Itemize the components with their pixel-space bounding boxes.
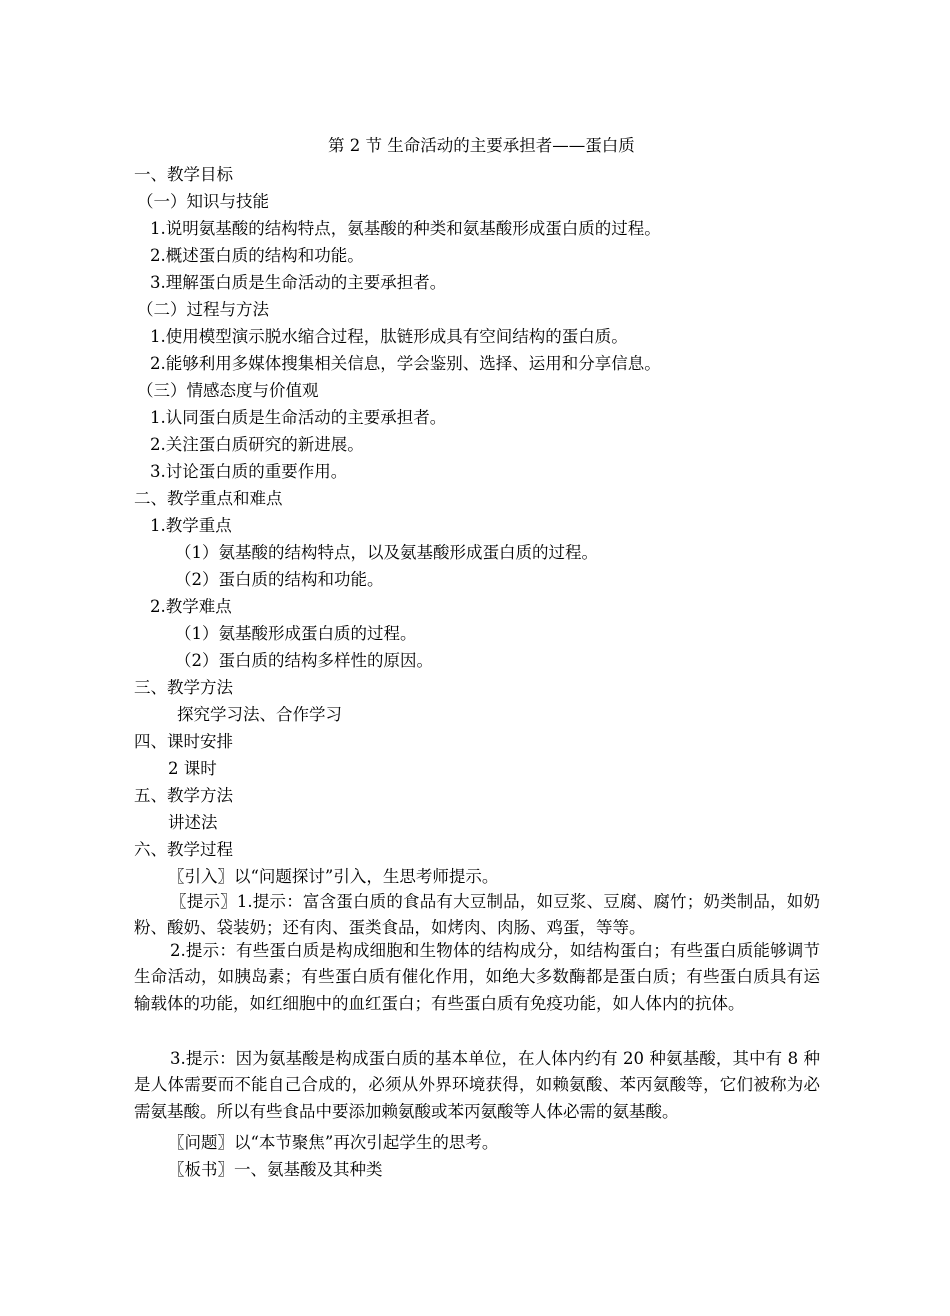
list-item: （2）蛋白质的结构多样性的原因。	[175, 651, 433, 670]
list-item: （2）蛋白质的结构和功能。	[175, 570, 384, 589]
subsection-heading-knowledge: （一）知识与技能	[137, 192, 269, 211]
list-item: 1.说明氨基酸的结构特点，氨基酸的种类和氨基酸形成蛋白质的过程。	[150, 219, 661, 238]
section-heading-method-2: 五、教学方法	[134, 786, 233, 805]
list-item: 1.认同蛋白质是生命活动的主要承担者。	[150, 408, 447, 427]
subsection-heading-key: 1.教学重点	[150, 516, 232, 535]
section-heading-method: 三、教学方法	[134, 678, 233, 697]
list-item: 2.概述蛋白质的结构和功能。	[150, 246, 364, 265]
list-item: （1）氨基酸形成蛋白质的过程。	[175, 624, 417, 643]
page-title: 第 2 节 生命活动的主要承担者——蛋白质	[328, 136, 635, 155]
board-paragraph: 〖板书〗一、氨基酸及其种类	[168, 1160, 383, 1179]
subsection-heading-attitude: （三）情感态度与价值观	[137, 381, 319, 400]
tip-paragraph-2: 2.提示：有些蛋白质是构成细胞和生物体的结构成分，如结构蛋白；有些蛋白质能够调节生命活动，如胰岛素；有些蛋白质有催化作用，如绝大多数酶都是蛋白质；有些蛋白质具有运输载体的功能，如红细胞中的血红蛋白；有些蛋白质有免疫功能，如人体内的抗体。	[134, 941, 820, 1013]
section-body: 探究学习法、合作学习	[177, 705, 342, 724]
section-heading-process: 六、教学过程	[134, 840, 233, 859]
section-heading-key-points: 二、教学重点和难点	[134, 489, 283, 508]
list-item: 2.关注蛋白质研究的新进展。	[150, 435, 364, 454]
intro-paragraph: 〖引入〗以“问题探讨”引入，生思考师提示。	[168, 867, 499, 886]
list-item: 1.使用模型演示脱水缩合过程，肽链形成具有空间结构的蛋白质。	[150, 327, 628, 346]
list-item: （1）氨基酸的结构特点，以及氨基酸形成蛋白质的过程。	[175, 543, 598, 562]
tip-paragraph-3: 3.提示：因为氨基酸是构成蛋白质的基本单位，在人体内约有 20 种氨基酸，其中有 8 种是人体需要而不能自己合成的，必须从外界环境获得，如赖氨酸、苯丙氨酸等，它们被称为必需氨基酸。所以有些食品中要添加赖氨酸或苯丙氨酸等人体必需的氨基酸。	[134, 1049, 820, 1121]
tip-paragraph-1: 〖提示〗1.提示：富含蛋白质的食品有大豆制品，如豆浆、豆腐、腐竹；奶类制品，如奶粉、酸奶、袋装奶；还有肉、蛋类食品，如烤肉、肉肠、鸡蛋，等等。	[134, 892, 820, 938]
list-item: 3.讨论蛋白质的重要作用。	[150, 462, 348, 481]
subsection-heading-difficult: 2.教学难点	[150, 597, 232, 616]
section-body: 2 课时	[168, 759, 217, 778]
question-paragraph: 〖问题〗以“本节聚焦”再次引起学生的思考。	[168, 1133, 499, 1152]
section-heading-schedule: 四、课时安排	[134, 732, 233, 751]
list-item: 2.能够利用多媒体搜集相关信息，学会鉴别、选择、运用和分享信息。	[150, 354, 661, 373]
subsection-heading-process: （二）过程与方法	[137, 300, 269, 319]
section-heading-objectives: 一、教学目标	[134, 165, 233, 184]
section-body: 讲述法	[168, 813, 218, 832]
list-item: 3.理解蛋白质是生命活动的主要承担者。	[150, 273, 447, 292]
